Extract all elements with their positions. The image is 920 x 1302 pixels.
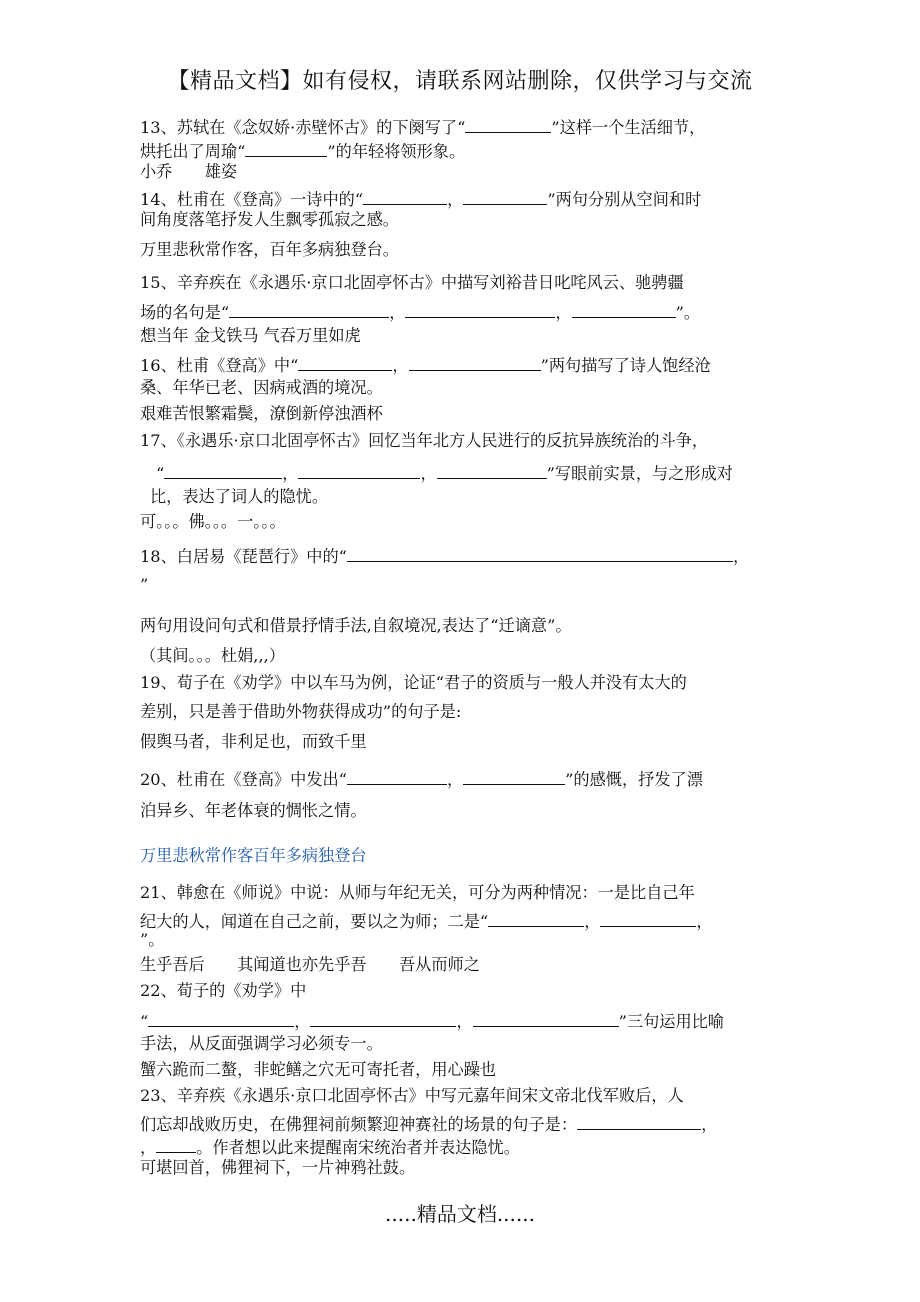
question-14-line-2: 间角度落笔抒发人生飘零孤寂之感。 [140,210,399,229]
answer-18: （其间。。。杜娟,,,） [140,646,285,665]
answer-14: 万里悲秋常作客，百年多病独登台。 [140,240,399,259]
answer-blank [488,910,584,927]
question-22-line-2: “ ， ， ”三句运用比喻 [140,1010,724,1030]
question-18-line-1: 18、白居易《琵琶行》中的“ ， [140,545,749,565]
answer-blank [229,301,389,318]
question-20-line-2: 泊异乡、年老体衰的惆怅之情。 [140,801,367,820]
answer-23: 可堪回首，佛狸祠下，一片神鸦社鼓。 [140,1158,416,1177]
answer-blank [577,1113,701,1130]
question-17-line-2: “ ， ， ”写眼前实景，与之形成对 [156,462,733,482]
question-13-line-1: 13、苏轼在《念奴娇·赤壁怀古》的下阕写了“ ”这样一个生活细节， [140,116,705,136]
question-17-line-3: 比，表达了词人的隐忧。 [150,487,329,506]
question-14-line-1: 14、杜甫在《登高》一诗中的“ ， ”两句分别从空间和时 [140,188,701,208]
answer-17: 可。。。佛。。。一。。。 [140,512,286,531]
question-16-line-2: 桑、年华已老、因病戒酒的境况。 [140,378,383,397]
question-15-line-1: 15、辛弃疾在《永遇乐·京口北固亭怀古》中描写刘裕昔日叱咤风云、驰骋疆 [140,273,684,292]
page-footer: .....精品文档...... [385,1202,535,1226]
question-20-line-1: 20、杜甫在《登高》中发出“ ， ”的感慨，抒发了漂 [140,768,703,788]
question-19-line-1: 19、荀子在《劝学》中以车马为例，论证“君子的资质与一般人并没有太大的 [140,673,687,692]
answer-blank [363,188,447,205]
question-17-line-1: 17、《永遇乐·京口北固亭怀古》回忆当年北方人民进行的反抗异族统治的斗争， [140,431,709,450]
question-21-line-3: ”。 [140,930,165,949]
question-18-line-3: 两句用设问句式和借景抒情手法,自叙境况,表达了“迁谪意”。 [140,616,572,635]
answer-blank [437,462,547,479]
answer-blank [245,140,327,157]
question-15-line-2: 场的名句是“ ， ， ”。 [140,301,700,321]
answer-blank [298,462,420,479]
question-16-line-1: 16、杜甫《登高》中“ ， ”两句描写了诗人饱经沧 [140,354,711,374]
answer-22: 蟹六跪而二螯，非蛇鳝之穴无可寄托者，用心躁也 [140,1060,497,1079]
answer-blank [409,354,541,371]
answer-13: 小乔 雄姿 [140,162,238,181]
answer-blank [347,768,447,785]
answer-blank [405,301,555,318]
answer-blank [600,910,696,927]
question-19-line-2: 差别，只是善于借助外物获得成功”的句子是: [140,702,462,721]
question-21-line-1: 21、韩愈在《师说》中说：从师与年纪无关，可分为两种情况：一是比自己年 [140,883,695,902]
question-21-line-2: 纪大的人，闻道在自己之前，要以之为师；二是“ ， ， [140,910,713,930]
answer-blank [465,116,551,133]
answer-blank [148,1010,294,1027]
answer-20: 万里悲秋常作客百年多病独登台 [140,846,367,865]
question-13-line-2: 烘托出了周瑜“ ”的年轻将领形象。 [140,140,465,160]
question-18-line-2: ” [140,575,149,594]
answer-blank [164,462,282,479]
question-23-line-1: 23、辛弃疾《永遇乐·京口北固亭怀古》中写元嘉年间宋文帝北伐军败后，人 [140,1086,684,1105]
answer-15: 想当年 金戈铁马 气吞万里如虎 [140,326,361,345]
answer-19: 假舆马者，非利足也，而致千里 [140,732,367,751]
answer-blank [156,1136,196,1153]
answer-21: 生乎吾后 其闻道也亦先乎吾 吾从而师之 [140,955,480,974]
answer-blank [310,1010,456,1027]
answer-blank [347,545,733,562]
answer-blank [463,768,565,785]
page-header: 【精品文档】如有侵权，请联系网站删除，仅供学习与交流 [167,69,753,94]
answer-16: 艰难苦恨繁霜鬓，潦倒新停浊酒杯 [140,404,383,423]
question-23-line-2: 们忘却战败历史，在佛狸祠前频繁迎神赛社的场景的句子是： ， [140,1113,717,1133]
answer-blank [298,354,392,371]
question-23-line-3: ， 。作者想以此来提醒南宋统治者并表达隐忧。 [140,1136,520,1156]
answer-blank [463,188,547,205]
answer-blank [473,1010,619,1027]
answer-blank [572,301,676,318]
question-22-line-3: 手法，从反面强调学习必须专一。 [140,1034,383,1053]
question-22-line-1: 22、荀子的《劝学》中 [140,981,307,1000]
